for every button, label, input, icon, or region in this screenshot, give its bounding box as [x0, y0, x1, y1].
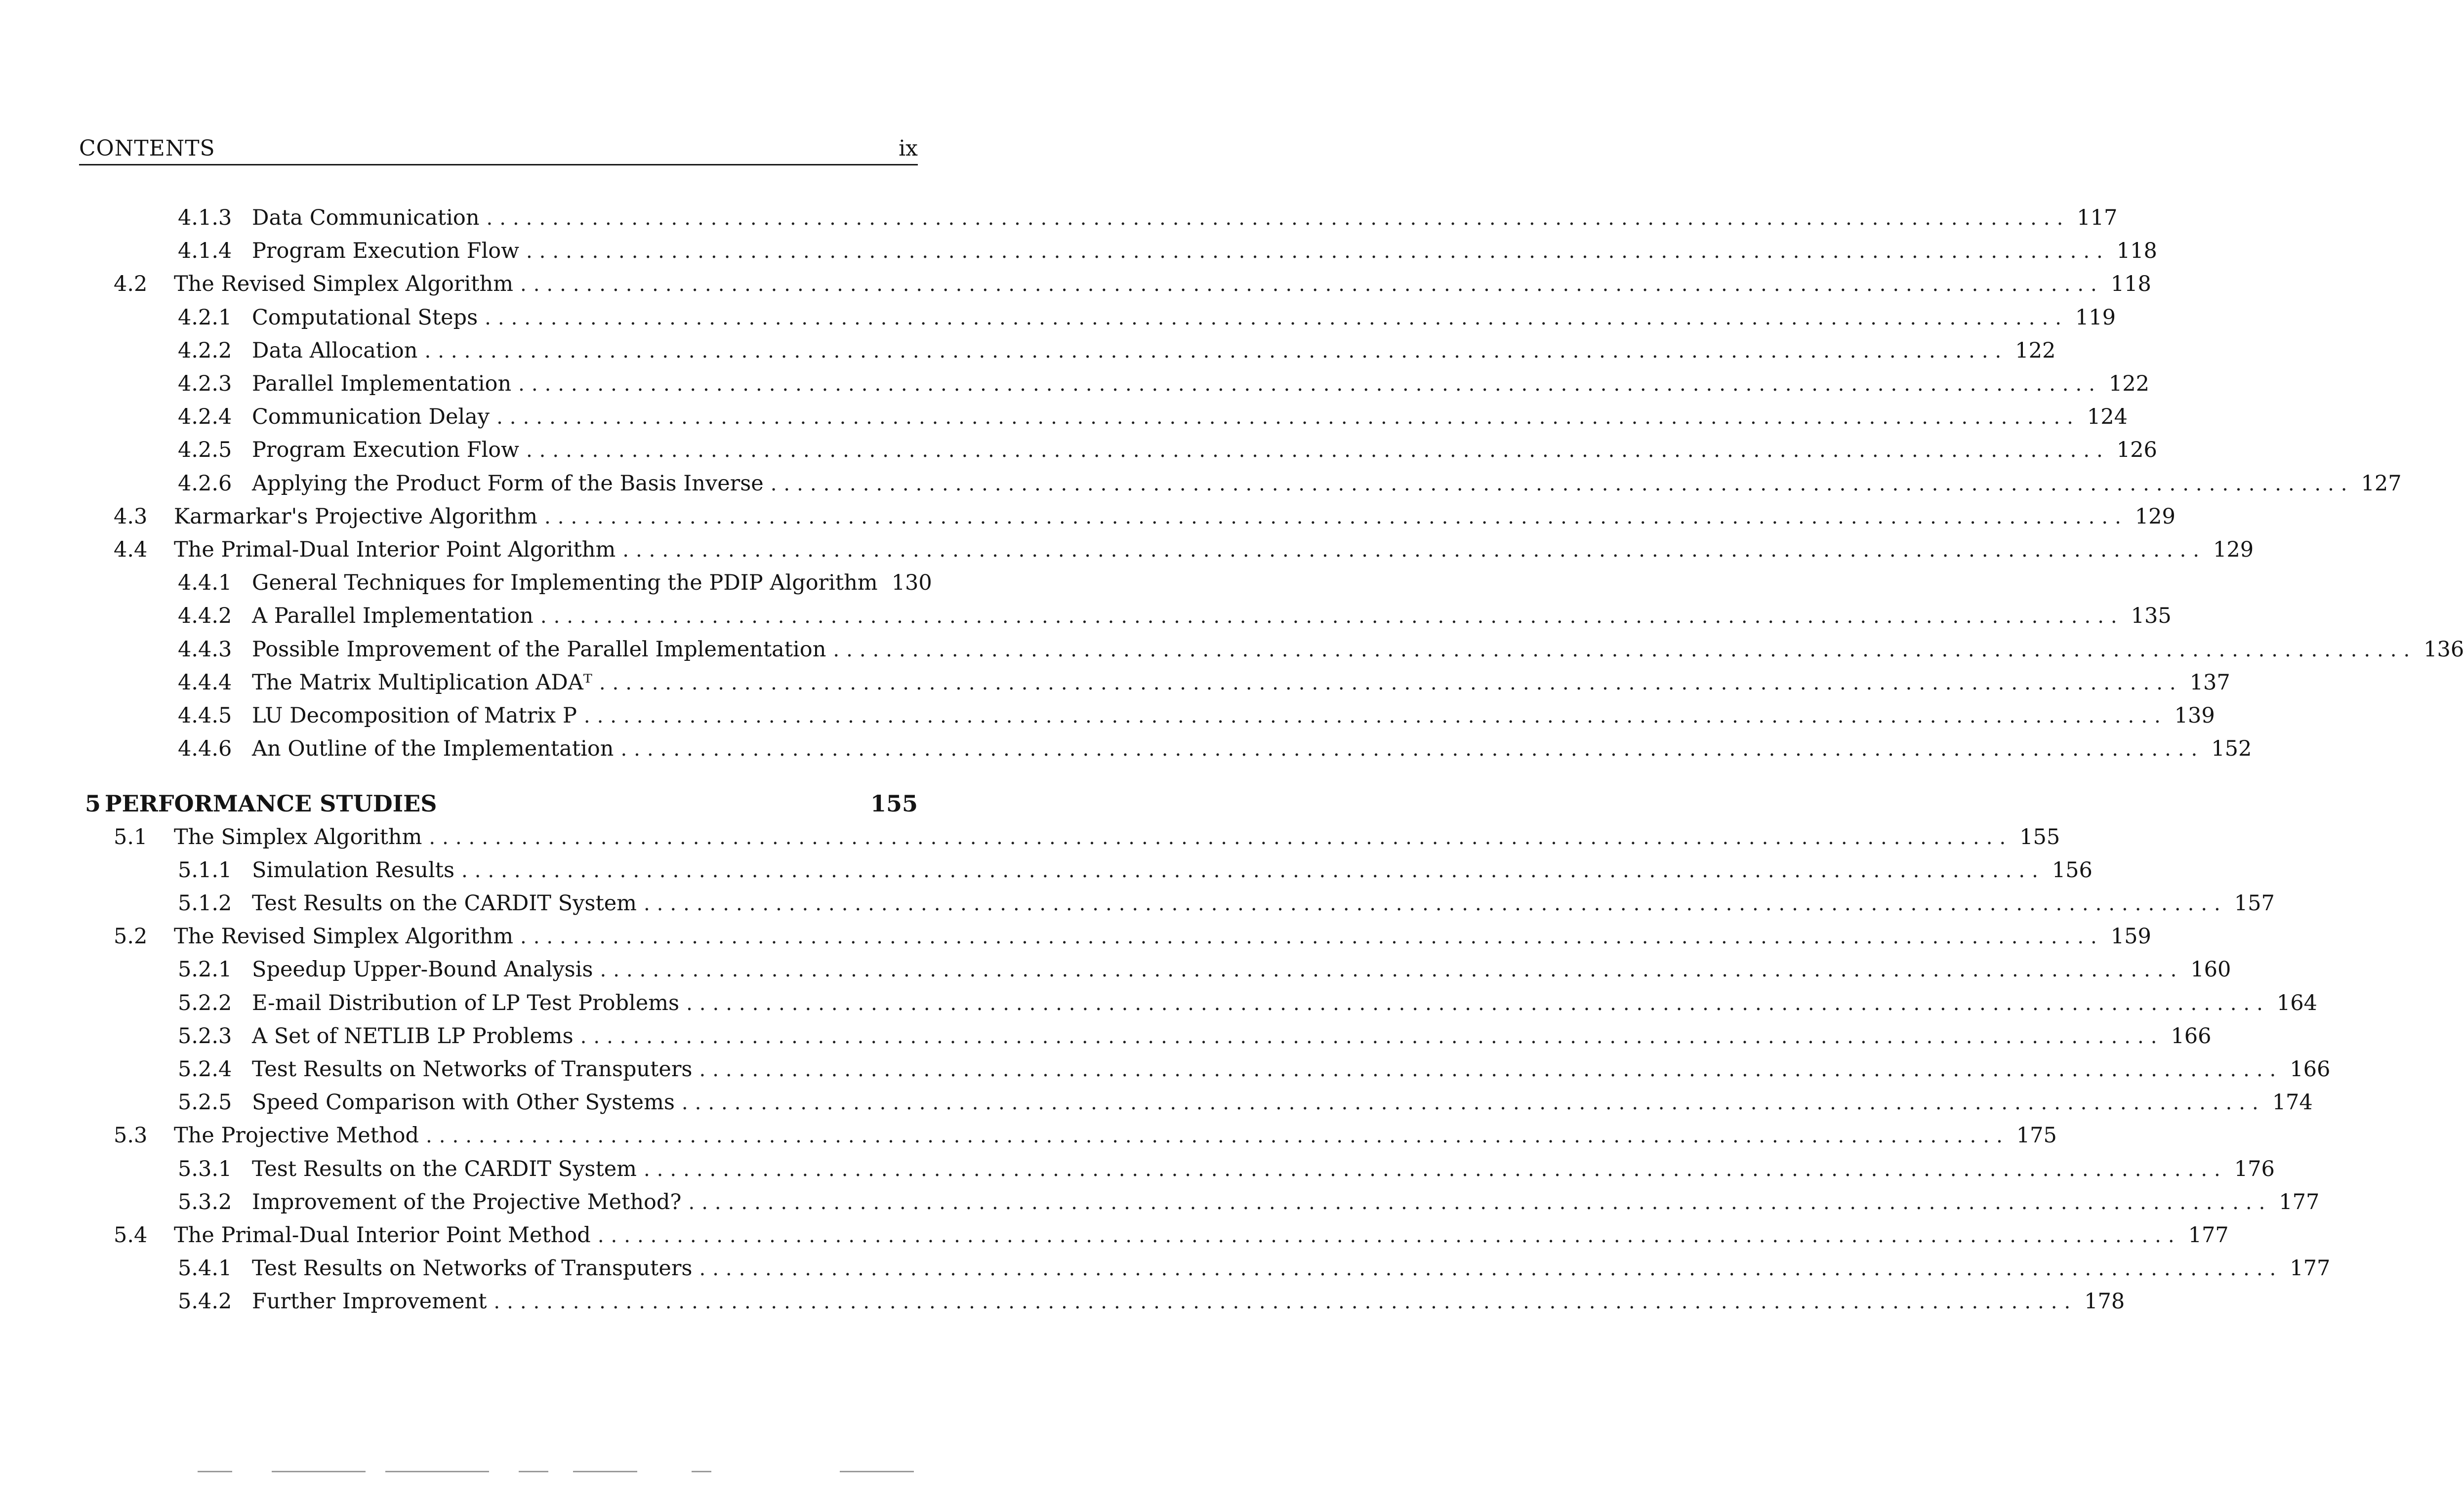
toc-entry-number: 4.4.1: [178, 570, 232, 596]
toc-entry-title: E-mail Distribution of LP Test Problems: [252, 988, 686, 1018]
toc-entry-page: 118: [2110, 236, 2157, 266]
toc-entry: [79, 567, 932, 598]
toc-entry-number: 5.2: [114, 924, 148, 949]
toc-entry-title: Improvement of the Projective Method?: [252, 1187, 689, 1217]
toc-entry: [79, 1220, 2229, 1251]
toc-leader-dots: ........................................................................................................................: [620, 738, 2205, 761]
toc-leader-dots: ........................................................................................................................: [461, 859, 2045, 882]
toc-entry: [79, 601, 2172, 631]
toc-entry: [79, 921, 2151, 952]
toc-entry-number: 5.1.1: [178, 857, 232, 883]
toc-entry-page: 122: [2102, 368, 2149, 399]
toc-leader-dots: ........................................................................................................................: [688, 1191, 2272, 1214]
toc-entry-number: 5.3.2: [178, 1189, 232, 1214]
toc-entry-number: 5.2.1: [178, 957, 232, 982]
toc-leader-dots: ........................................................................................................................: [583, 705, 2168, 728]
toc-entry: [79, 1154, 2275, 1184]
toc-entry: [79, 335, 2056, 366]
toc-entry: [79, 534, 2254, 565]
running-header: [79, 129, 918, 165]
toc-leader-dots: ........................................................................................................................: [520, 926, 2104, 949]
toc-entry-number: 4.2.5: [178, 438, 232, 463]
toc-entry-title: Test Results on the CARDIT System: [252, 888, 644, 919]
toc-entry: [79, 435, 2157, 465]
toc-entry-number: 4.1.3: [178, 205, 232, 230]
toc-leader-dots: ........................................................................................................................: [526, 240, 2110, 263]
toc-leader-dots: ........................................................................................................................: [643, 892, 2227, 915]
toc-entry-page: 166: [2164, 1021, 2211, 1052]
toc-leader-dots: ........................................................................................................................: [486, 207, 2070, 230]
toc-entry-title: Karmarkar's Projective Algorithm: [174, 501, 544, 532]
toc-entry-title: Parallel Implementation: [252, 368, 518, 399]
toc-entry-number: 4.2.3: [178, 371, 232, 396]
toc-entry-title: Speed Comparison with Other Systems: [252, 1087, 682, 1118]
toc-entry: [79, 1120, 2057, 1151]
toc-entry: [79, 368, 2149, 399]
toc-entry: [79, 269, 2151, 299]
toc-entry-number: 4.4.2: [178, 604, 232, 629]
toc-entry-number: 5.2.2: [178, 990, 232, 1015]
toc-entry-number: 4.4.3: [178, 637, 232, 662]
toc-leader-dots: ........................................................................................................................: [520, 273, 2104, 296]
toc-leader-dots: ........................................................................................................................: [544, 505, 2128, 528]
toc-entry-page: 157: [2227, 888, 2275, 919]
toc-entry-title: Test Results on Networks of Transputers: [252, 1054, 699, 1085]
toc-entry-number: 4.1.4: [178, 239, 232, 264]
toc-entry-page: 124: [2080, 402, 2128, 432]
toc-entry-page: 117: [2070, 202, 2117, 233]
toc-leader-dots: ........................................................................................................................: [681, 1092, 2265, 1115]
toc-leader-dots: ........................................................................................................................: [580, 1025, 2164, 1048]
toc-entry-number: 5.2.4: [178, 1057, 232, 1082]
toc-entry-page: 155: [2012, 822, 2060, 852]
toc-entry-page: 156: [2045, 855, 2093, 886]
toc-entry-title: The Projective Method: [174, 1120, 426, 1151]
toc-entry-number: 5.2.3: [178, 1023, 232, 1049]
toc-entry-page: 137: [2183, 667, 2230, 698]
toc-entry-number: 4.4.5: [178, 703, 232, 728]
toc-leader-dots: ........................................................................................................................: [833, 638, 2417, 661]
toc-entry-page: 139: [2168, 700, 2215, 731]
toc-entry: [79, 1021, 2212, 1052]
toc-leader-dots: ........................................................................................................................: [526, 439, 2110, 462]
toc-entry-page: 152: [2204, 733, 2252, 764]
toc-entry-number: 4.4.6: [178, 736, 232, 762]
toc-entry: [79, 700, 2215, 731]
toc-entry-title: PERFORMANCE STUDIES: [105, 788, 444, 819]
toc-entry-page: 129: [2128, 501, 2176, 532]
toc-entry-number: 5.4.2: [178, 1289, 232, 1314]
toc-leader-dots: ........................................................................................................................: [597, 1224, 2181, 1247]
toc-entry-page: 127: [2354, 468, 2402, 499]
toc-entry-page: 135: [2124, 601, 2172, 631]
toc-entry: [79, 302, 2116, 333]
toc-entry: [79, 855, 2093, 886]
toc-entry-page: 159: [2104, 921, 2151, 952]
toc-entry-number: 4.4: [114, 537, 148, 562]
toc-entry: [79, 1054, 2331, 1085]
toc-leader-dots: ........................................................................................................................: [600, 959, 2184, 982]
toc-entry-page: 122: [2008, 335, 2055, 366]
toc-entry-title: Data Allocation: [252, 335, 424, 366]
toc-entry-title: The Revised Simplex Algorithm: [174, 269, 520, 299]
toc-entry-title: The Matrix Multiplication ADAᵀ: [252, 667, 599, 698]
toc-entry: [79, 236, 2157, 266]
toc-entry-number: 5: [85, 790, 101, 817]
toc-entry-title: LU Decomposition of Matrix P: [252, 700, 584, 731]
toc-entry-page: 119: [2068, 302, 2116, 333]
toc-entry-number: 5.4.1: [178, 1256, 232, 1281]
toc-entry-title: Communication Delay: [252, 402, 496, 432]
toc-entry-page: 160: [2183, 954, 2231, 985]
toc-entry-page: 126: [2110, 435, 2157, 465]
toc-entry: [79, 402, 2128, 432]
toc-leader-dots: ........................................................................................................................: [599, 671, 2183, 694]
toc-leader-dots: ........................................................................................................................: [540, 605, 2124, 628]
toc-entry-page: 166: [2283, 1054, 2330, 1085]
toc-leader-dots: ........................................................................................................................: [496, 406, 2080, 429]
scan-artifact-line: [198, 1471, 914, 1474]
toc-entry-title: An Outline of the Implementation: [252, 733, 620, 764]
toc-entry: [79, 954, 2231, 985]
toc-entry: [79, 202, 2118, 233]
toc-leader-dots: ........................................................................................................................: [770, 472, 2354, 495]
toc-entry-number: 5.4: [114, 1223, 148, 1248]
toc-entry-title: Test Results on the CARDIT System: [252, 1154, 644, 1184]
toc-entry: [79, 1253, 2331, 1284]
toc-entry: [79, 634, 2464, 665]
toc-entry-page: 177: [2181, 1220, 2229, 1251]
toc-entry: [79, 1187, 2320, 1217]
toc-entry: [79, 733, 2252, 764]
toc-entry-number: 5.3.1: [178, 1156, 232, 1181]
header-title: CONTENTS: [79, 136, 215, 161]
toc-entry: [79, 788, 918, 819]
toc-entry-number: 4.2.6: [178, 471, 232, 496]
toc-leader-dots: ........................................................................................................................: [426, 1125, 2010, 1148]
toc-entry-page: 136: [2417, 634, 2464, 665]
toc-entry: [79, 988, 2317, 1018]
toc-entry-page: 175: [2010, 1120, 2057, 1151]
toc-entry-title: General Techniques for Implementing the PDIP Algorithm: [252, 567, 885, 598]
toc-entry-title: Test Results on Networks of Transputers: [252, 1253, 699, 1284]
toc-entry-title: The Primal-Dual Interior Point Algorithm: [174, 534, 622, 565]
toc-entry-page: 174: [2265, 1087, 2313, 1118]
toc-entry-title: Possible Improvement of the Parallel Implementation: [252, 634, 833, 665]
toc-entry-title: Simulation Results: [252, 855, 461, 886]
toc-entry: [79, 1087, 2313, 1118]
toc-leader-dots: ........................................................................................................................: [518, 373, 2102, 396]
toc-leader-dots: ........................................................................................................................: [424, 339, 2009, 363]
toc-entry-title: The Revised Simplex Algorithm: [174, 921, 520, 952]
toc-entry-title: Further Improvement: [252, 1286, 493, 1317]
toc-entry-page: 129: [2206, 534, 2254, 565]
toc-entry-number: 4.2.4: [178, 405, 232, 430]
toc-entry-number: 4.3: [114, 504, 148, 529]
toc-entry-page: 176: [2227, 1154, 2275, 1184]
toc-entry-page: 177: [2272, 1187, 2319, 1217]
toc-leader-dots: ........................................................................................................................: [493, 1291, 2078, 1314]
toc-entry-number: 4.2.1: [178, 305, 232, 330]
toc-entry-page: 164: [2270, 988, 2317, 1018]
toc-entry-number: 4.2: [114, 272, 148, 297]
toc-leader-dots: ........................................................................................................................: [429, 826, 2013, 849]
toc-entry-number: 4.4.4: [178, 670, 232, 695]
toc-entry-number: 5.1: [114, 824, 148, 850]
toc-entry-title: Program Execution Flow: [252, 236, 526, 266]
toc-entry: [79, 822, 2060, 852]
toc-entry-page: 178: [2077, 1286, 2125, 1317]
toc-entry-number: 5.3: [114, 1123, 148, 1148]
toc-entry: [79, 888, 2275, 919]
toc-entry-number: 5.1.2: [178, 891, 232, 916]
toc-leader-dots: ........................................................................................................................: [485, 306, 2068, 329]
toc-entry-title: A Parallel Implementation: [252, 601, 540, 631]
toc-entry: [79, 468, 2402, 499]
toc-entry-title: Computational Steps: [252, 302, 485, 333]
toc-entry-title: Program Execution Flow: [252, 435, 526, 465]
toc-entry: [79, 1286, 2125, 1317]
toc-entry-title: The Primal-Dual Interior Point Method: [174, 1220, 598, 1251]
toc-leader-dots: ........................................................................................................................: [622, 539, 2207, 562]
toc-entry-title: Data Communication: [252, 202, 487, 233]
toc-entry-page: 177: [2283, 1253, 2330, 1284]
toc-leader-dots: ........................................................................................................................: [699, 1257, 2283, 1281]
toc-entry-title: Speedup Upper-Bound Analysis: [252, 954, 600, 985]
toc-leader-dots: ........................................................................................................................: [686, 992, 2270, 1015]
toc-entry-title: The Simplex Algorithm: [174, 822, 429, 852]
toc-entry-title: A Set of NETLIB LP Problems: [252, 1021, 580, 1052]
toc-leader-dots: ........................................................................................................................: [699, 1058, 2283, 1081]
toc-entry-page: 118: [2104, 269, 2151, 299]
toc-leader-dots: ........................................................................................................................: [643, 1158, 2227, 1181]
toc-entry: [79, 667, 2230, 698]
toc-entry-number: 4.2.2: [178, 338, 232, 363]
toc-entry-page: 155: [863, 788, 918, 819]
toc-entry-number: 5.2.5: [178, 1090, 232, 1115]
toc-entry-title: Applying the Product Form of the Basis Inverse: [252, 468, 771, 499]
toc-entry: [79, 501, 2176, 532]
header-page-number: ix: [899, 136, 918, 161]
toc-entry-page: 130: [885, 567, 932, 598]
